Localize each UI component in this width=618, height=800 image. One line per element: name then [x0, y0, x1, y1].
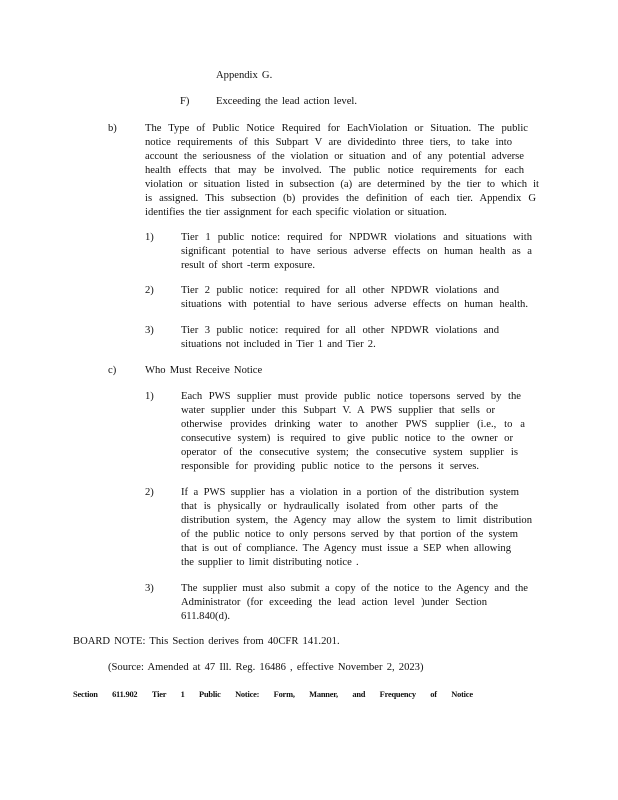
text-line: violation or situation listed in subsection (a) are determined by the tier to which it: [145, 179, 539, 190]
heading-word: Notice: [451, 690, 473, 699]
text-line: Tier 3 public notice: required for all other NPDWR violations and: [181, 325, 499, 336]
board-note: BOARD NOTE: This Section derives from 40CFR 141.201.: [73, 636, 340, 647]
text-line: Tier 1 public notice: required for NPDWR violations and situations with: [181, 232, 532, 243]
text-line: consecutive system) is required to give public notice to the owner or: [181, 433, 513, 444]
text-line: that is physically or hydraulically isolated from other parts of the: [181, 501, 498, 512]
list-number: 2): [145, 285, 154, 296]
text-line: notice requirements of this Subpart V are dividedinto three tiers, to take into: [145, 137, 512, 148]
text-line: If a PWS supplier has a violation in a portion of the distribution system: [181, 487, 519, 498]
text-line: operator of the consecutive system; the consecutive system supplier is: [181, 447, 518, 458]
list-number: 1): [145, 391, 154, 402]
list-number: 1): [145, 232, 154, 243]
item-f-text: Exceeding the lead action level.: [216, 96, 358, 107]
text-line: identifies the tier assignment for each specific violation or situation.: [145, 207, 447, 218]
section-c-heading: Who Must Receive Notice: [145, 365, 263, 376]
text-line: situations not included in Tier 1 and Tier 2.: [181, 339, 376, 350]
text-line: Administrator (for exceeding the lead action level )under Section: [181, 597, 487, 608]
heading-word: 611.902: [112, 690, 138, 699]
section-c-label: c): [108, 365, 117, 376]
text-line: The supplier must also submit a copy of the notice to the Agency and the: [181, 583, 528, 594]
list-number: 3): [145, 325, 154, 336]
text-line: otherwise provides drinking water to another PWS supplier (i.e., to a: [181, 419, 525, 430]
text-line: that is out of compliance. The Agency must issue a SEP when allowing: [181, 543, 511, 554]
heading-word: Section: [73, 690, 98, 699]
text-line: situations with potential to have serious adverse effects on human health.: [181, 299, 528, 310]
heading-word: Frequency: [379, 690, 416, 699]
heading-word: Manner,: [309, 690, 338, 699]
heading-word: of: [430, 690, 437, 699]
source-citation: (Source: Amended at 47 Ill. Reg. 16486 , effective November 2, 2023): [108, 662, 424, 673]
heading-word: Tier: [151, 690, 167, 699]
text-line: water supplier under this Subpart V. A PWS supplier that sells or: [181, 405, 495, 416]
text-line: Each PWS supplier must provide public notice topersons served by the: [181, 391, 521, 402]
text-line: result of short -term exposure.: [181, 260, 315, 271]
heading-word: and: [352, 690, 366, 699]
list-number: 3): [145, 583, 154, 594]
text-line: the supplier to limit distributing notice .: [181, 557, 359, 568]
text-line: of the public notice to only persons served by that portion of the system: [181, 529, 518, 540]
text-line: The Type of Public Notice Required for EachViolation or Situation. The public: [145, 123, 528, 134]
next-section-heading: [73, 690, 473, 699]
text-line: health effects that may be involved. The public notice requirements for each: [145, 165, 524, 176]
heading-word: Public: [199, 690, 221, 699]
heading-word: 1: [180, 690, 185, 699]
text-line: Tier 2 public notice: required for all other NPDWR violations and: [181, 285, 499, 296]
text-line: significant potential to have serious adverse effects on human health as a: [181, 246, 532, 257]
text-line: distribution system, the Agency may allow the system to limit distribution: [181, 515, 532, 526]
heading-word: Notice:: [235, 690, 260, 699]
text-line: 611.840(d).: [181, 611, 231, 622]
text-line: responsible for providing public notice to the persons it serves.: [181, 461, 479, 472]
item-f-label: F): [180, 96, 190, 107]
appendix-reference: Appendix G.: [216, 70, 273, 81]
text-line: account the seriousness of the violation or situation and of any potential adverse: [145, 151, 524, 162]
list-number: 2): [145, 487, 154, 498]
text-line: is assigned. This subsection (b) provides the definition of each tier. Appendix G: [145, 193, 536, 204]
heading-word: Form,: [273, 690, 295, 699]
section-b-label: b): [108, 123, 117, 134]
